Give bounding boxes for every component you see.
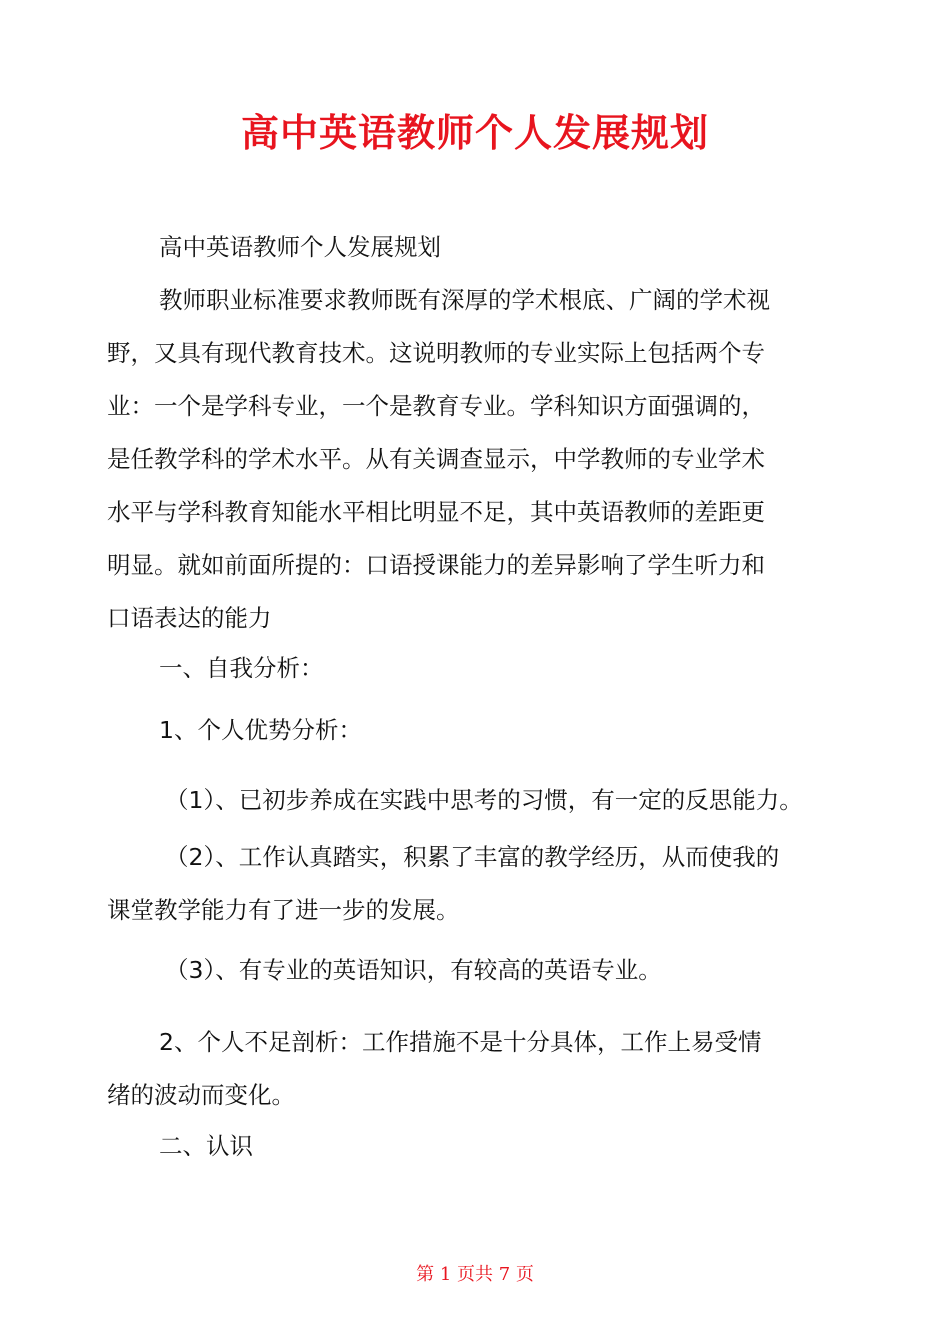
text-line: 一、自我分析： xyxy=(159,654,324,682)
text-line: 水平与学科教育知能水平相比明显不足，其中英语教师的差距更 xyxy=(107,498,765,526)
section-heading-self-analysis xyxy=(107,642,324,695)
text-line: 口语表达的能力 xyxy=(107,604,272,632)
document-title: 高中英语教师个人发展规划 xyxy=(240,110,709,155)
text-line: 业：一个是学科专业，一个是教育专业。学科知识方面强调的， xyxy=(107,392,765,420)
text-line: 二、认识 xyxy=(159,1132,253,1160)
subsection-heading-strengths xyxy=(107,704,362,757)
text-line: 绪的波动而变化。 xyxy=(107,1081,295,1109)
text-line: 野，又具有现代教育技术。这说明教师的专业实际上包括两个专 xyxy=(107,339,765,367)
list-item-strength-3 xyxy=(107,944,662,997)
text-line: 明显。就如前面所提的：口语授课能力的差异影响了学生听力和 xyxy=(107,551,765,579)
list-item-strength-1 xyxy=(107,774,803,827)
text-line: 2、个人不足剖析：工作措施不是十分具体，工作上易受情 xyxy=(159,1028,762,1056)
section-heading-understanding xyxy=(107,1120,253,1173)
text-line: 课堂教学能力有了进一步的发展。 xyxy=(107,896,460,924)
text-line: （2）、工作认真踏实，积累了丰富的教学经历，从而使我的 xyxy=(165,843,780,871)
page-number-footer: 第 1 页共 7 页 xyxy=(416,1264,534,1285)
list-item-strength-2 xyxy=(107,831,779,937)
text-line: 1、个人优势分析： xyxy=(159,716,362,744)
text-line: （3）、有专业的英语知识，有较高的英语专业。 xyxy=(165,956,662,984)
paragraph-subtitle xyxy=(107,221,441,274)
text-line: 是任教学科的学术水平。从有关调查显示，中学教师的专业学术 xyxy=(107,445,765,473)
text-line: 高中英语教师个人发展规划 xyxy=(159,233,441,261)
subsection-weaknesses xyxy=(107,1016,761,1122)
text-line: （1）、已初步养成在实践中思考的习惯，有一定的反思能力。 xyxy=(165,786,803,814)
text-line: 教师职业标准要求教师既有深厚的学术根底、广阔的学术视 xyxy=(159,286,770,314)
paragraph-intro xyxy=(107,274,770,645)
